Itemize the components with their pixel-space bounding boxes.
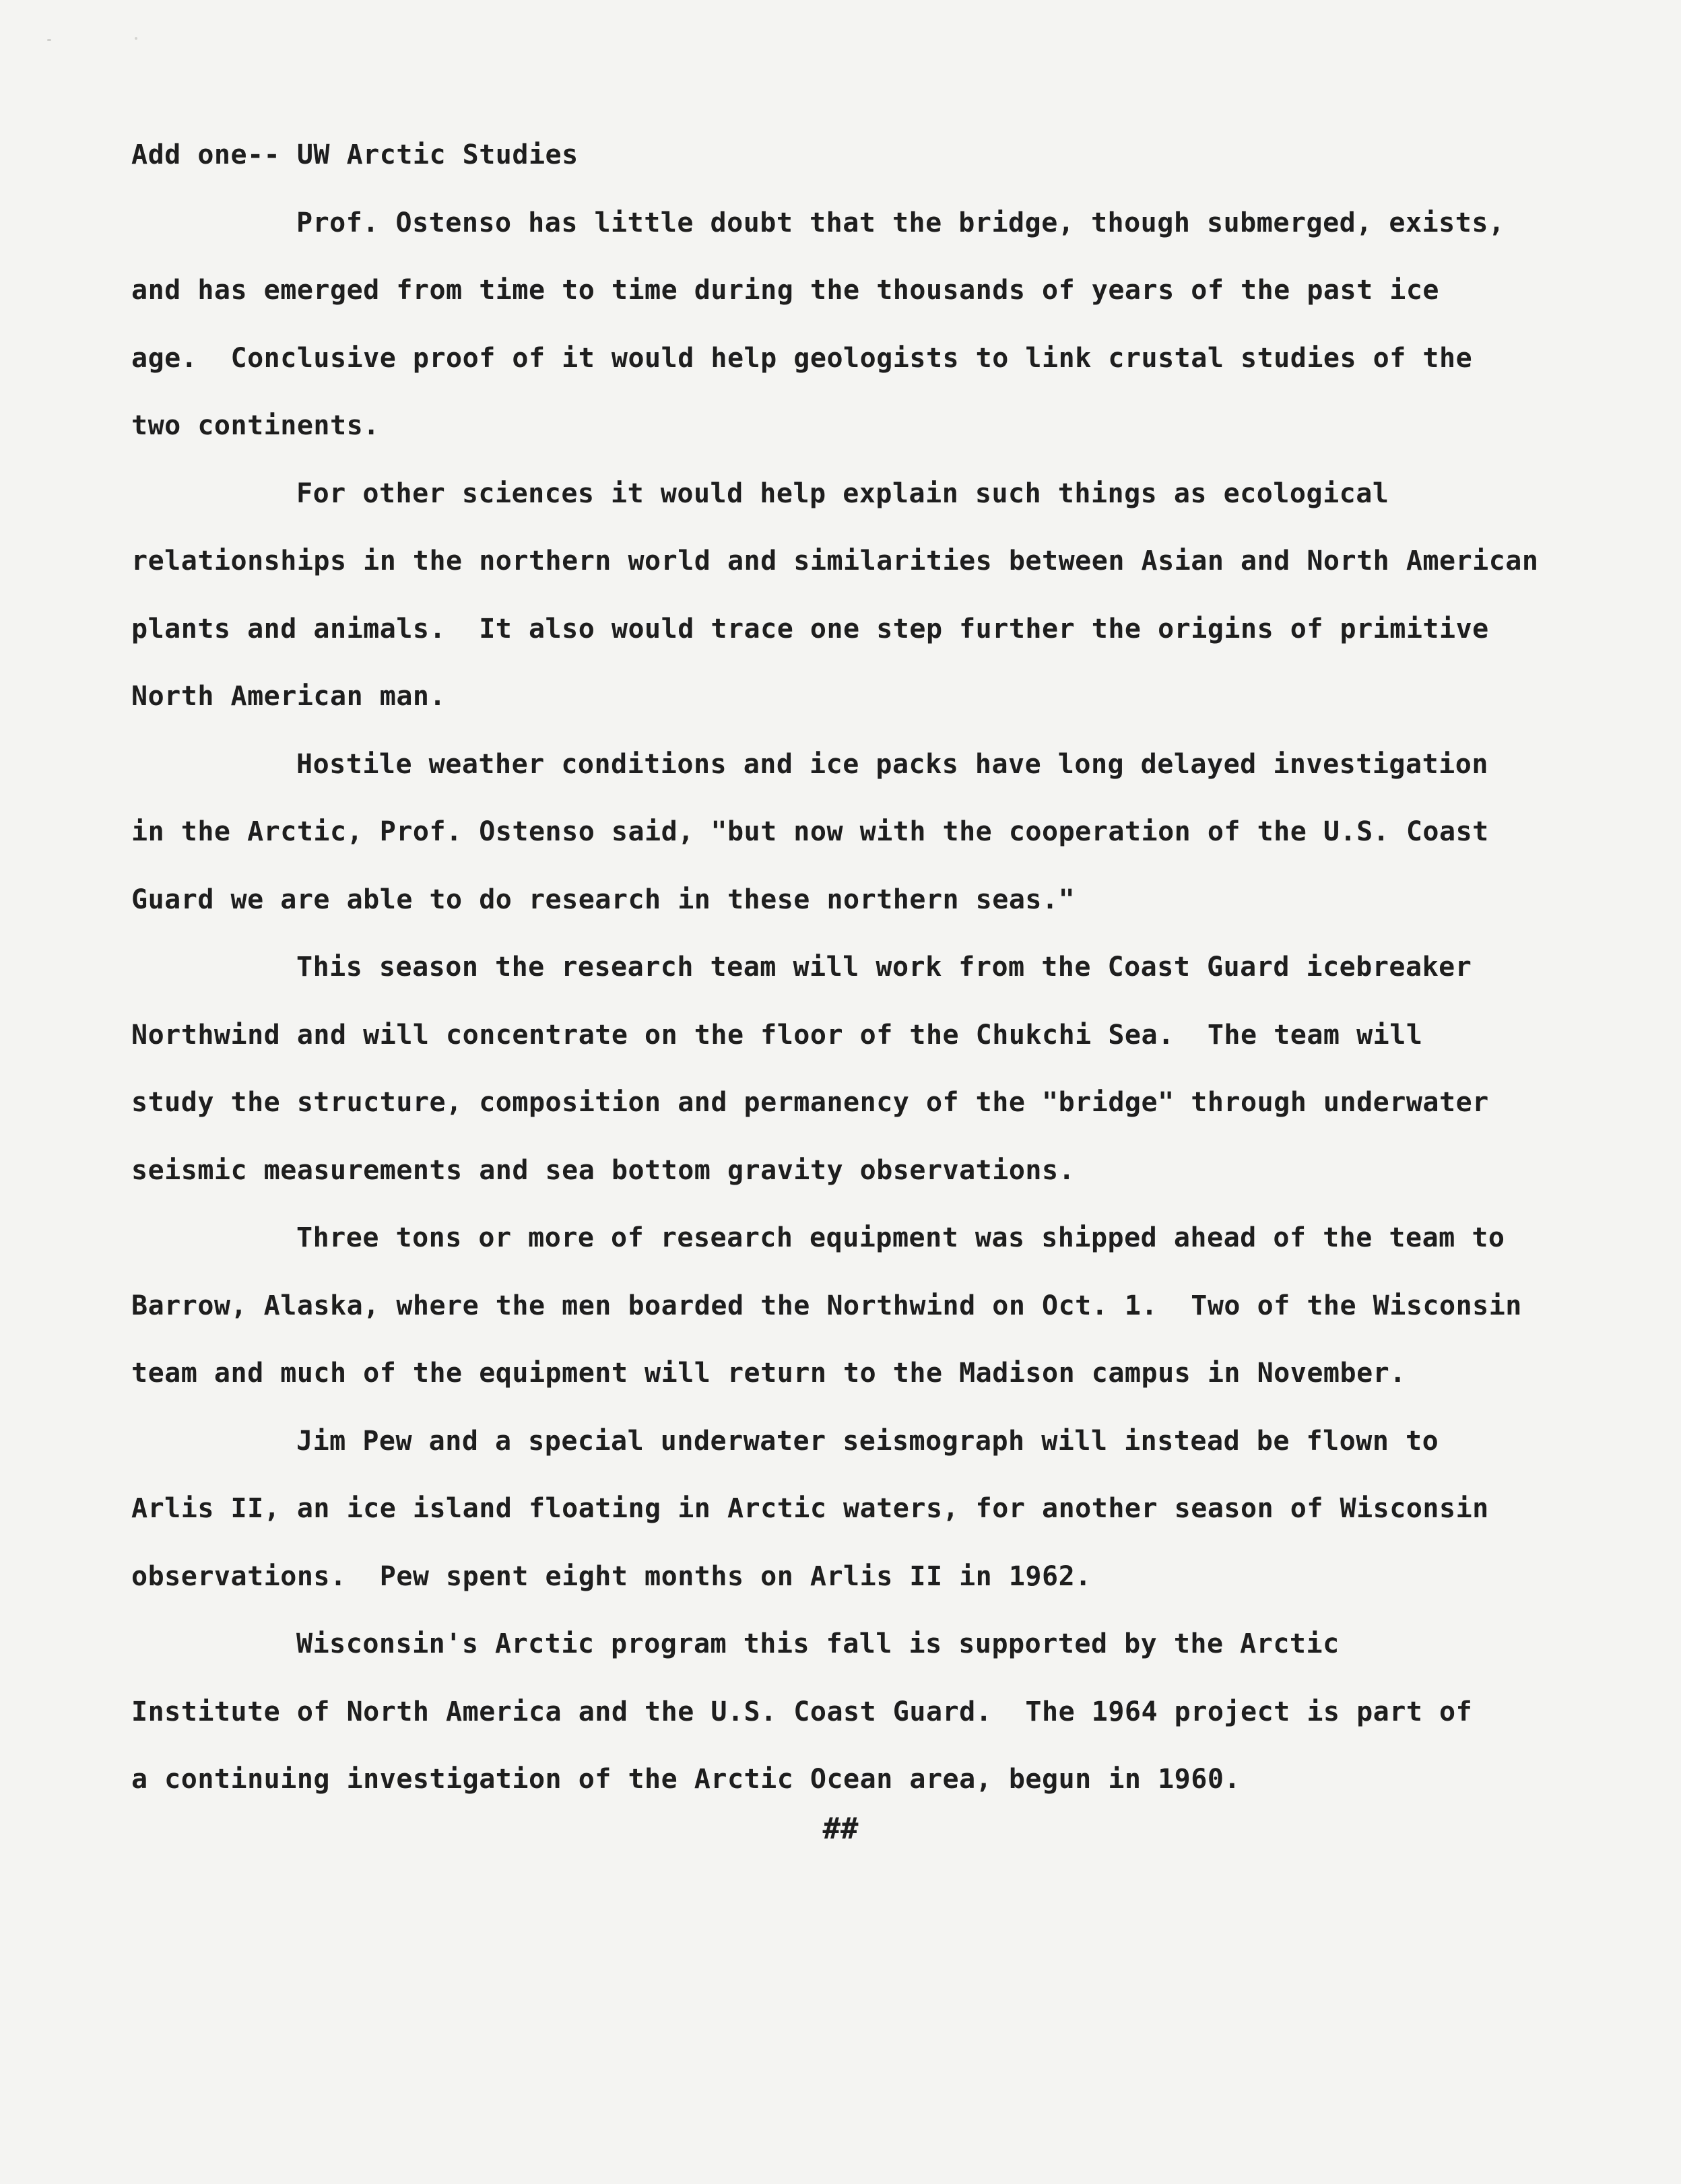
text-line: Institute of North America and the U.S. Coast Guard. The 1964 project is part of <box>131 1696 1473 1727</box>
text-line: Prof. Ostenso has little doubt that the bridge, though submerged, exists, <box>296 207 1505 238</box>
text-line: plants and animals. It also would trace one step further the origins of primitive <box>131 613 1489 644</box>
text-line: Arlis II, an ice island floating in Arctic waters, for another season of Wisconsin <box>131 1493 1489 1524</box>
text-line: and has emerged from time to time during the thousands of years of the past ice <box>131 275 1439 306</box>
text-line: observations. Pew spent eight months on Arlis II in 1962. <box>131 1560 1092 1592</box>
text-line: relationships in the northern world and similarities between Asian and North American <box>131 545 1539 576</box>
text-line: Northwind and will concentrate on the floor of the Chukchi Sea. The team will <box>131 1019 1423 1051</box>
text-line: team and much of the equipment will return to the Madison campus in November. <box>131 1358 1406 1389</box>
text-line: two continents. <box>131 410 380 441</box>
document-heading: Add one-- UW Arctic Studies <box>131 139 579 170</box>
text-line: North American man. <box>131 681 447 712</box>
text-line: For other sciences it would help explain such things as ecological <box>296 477 1389 509</box>
document-body <box>131 121 1600 1814</box>
text-line: Jim Pew and a special underwater seismograph will instead be flown to <box>296 1425 1439 1457</box>
text-line: Barrow, Alaska, where the men boarded the Northwind on Oct. 1. Two of the Wisconsin <box>131 1290 1522 1321</box>
text-line: age. Conclusive proof of it would help geologists to link crustal studies of the <box>131 342 1473 374</box>
text-line: Wisconsin's Arctic program this fall is supported by the Arctic <box>296 1628 1340 1659</box>
text-line: This season the research team will work from the Coast Guard icebreaker <box>296 952 1472 983</box>
text-line: a continuing investigation of the Arctic Ocean area, begun in 1960. <box>131 1764 1241 1795</box>
text-line: seismic measurements and sea bottom gravity observations. <box>131 1154 1076 1186</box>
text-line: in the Arctic, Prof. Ostenso said, "but now with the cooperation of the U.S. Coast <box>131 816 1489 847</box>
paper-speck <box>47 39 51 41</box>
paper-speck <box>135 37 137 40</box>
text-line: Three tons or more of research equipment was shipped ahead of the team to <box>296 1222 1505 1253</box>
text-line: Hostile weather conditions and ice packs have long delayed investigation <box>296 748 1488 780</box>
text-line: study the structure, composition and permanency of the "bridge" through underwater <box>131 1087 1489 1118</box>
end-mark: ## <box>822 1812 859 1846</box>
text-line: Guard we are able to do research in these northern seas." <box>131 884 1076 915</box>
